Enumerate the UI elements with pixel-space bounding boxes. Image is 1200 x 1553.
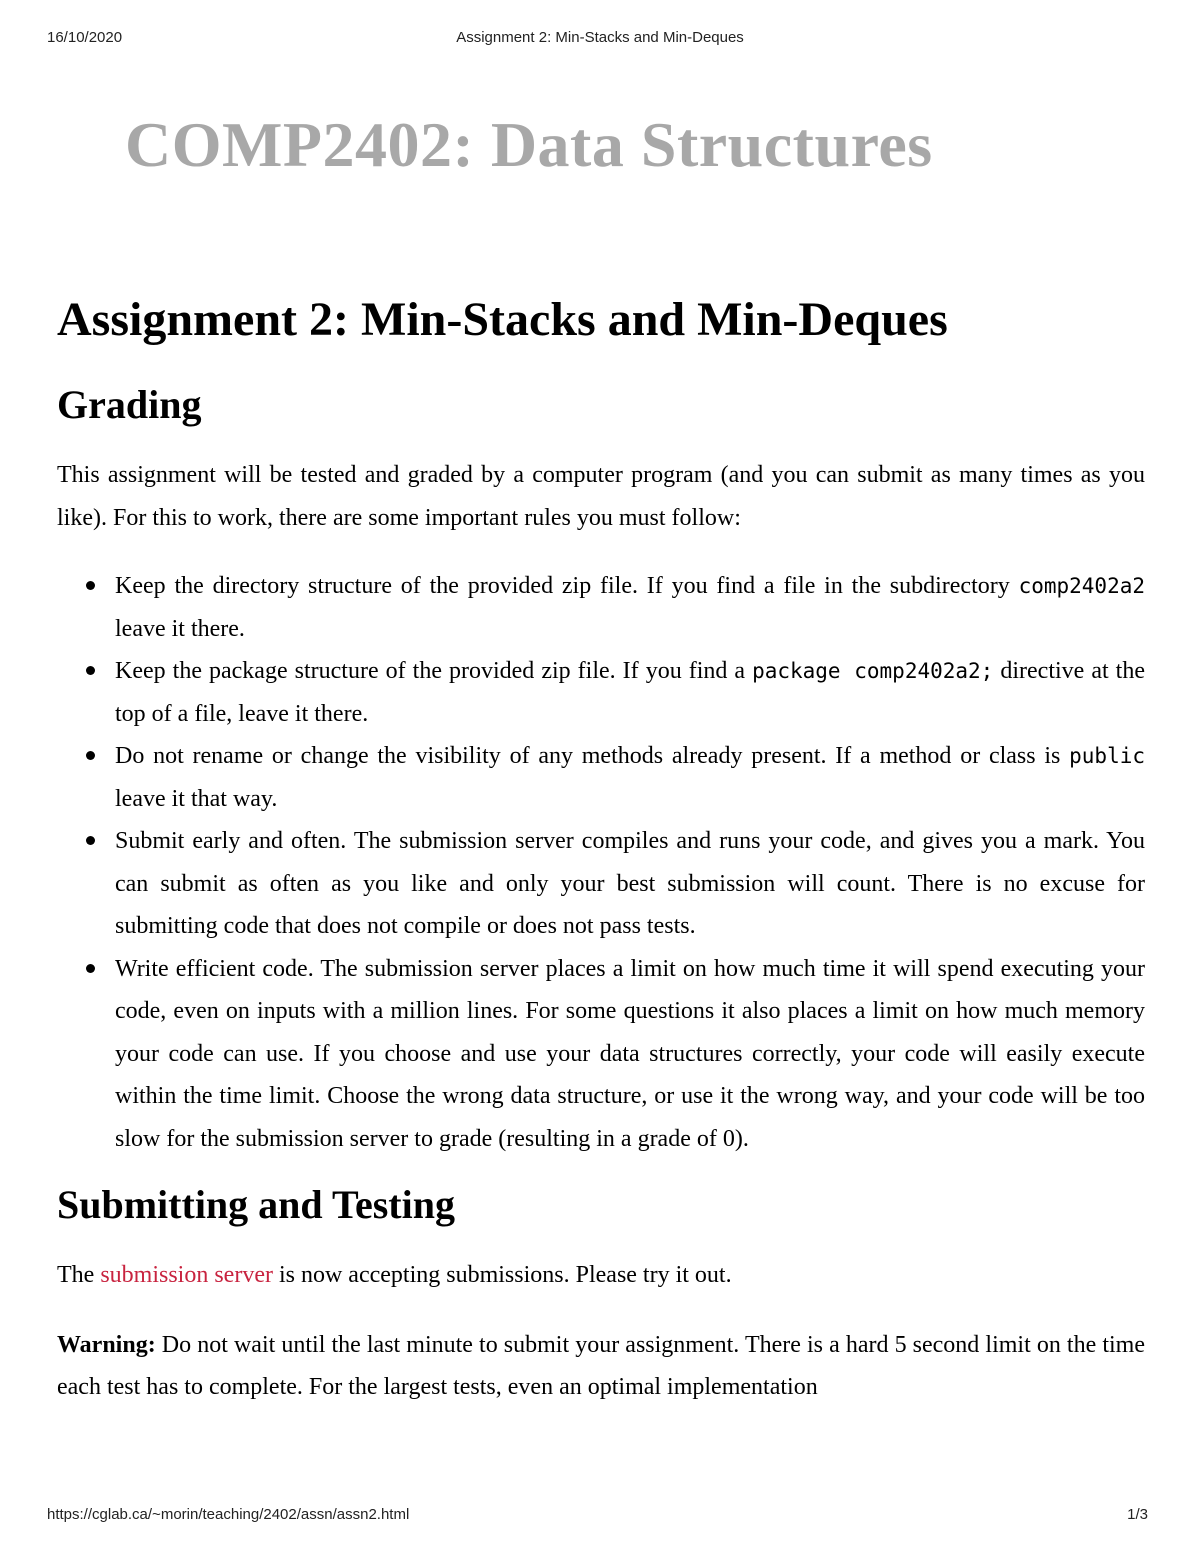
print-footer (0, 1506, 1200, 1526)
list-item: Write efficient code. The submission server places a limit on how much time it will spend executing your code, even on inputs with a million lines. For some questions it also places a limit on how much memory your code can use. If you choose and use your data structures correctly, your code will easily execute within the time limit. Choose the wrong data structure, or use it the wrong way, and your code will be too slow for the submission server to grade (resulting in a grade of 0). (115, 948, 1145, 1161)
submitting-heading: Submitting and Testing (57, 1182, 455, 1227)
list-item: Submit early and often. The submission server compiles and runs your code, and gives you a mark. You can submit as often as you like and only your best submission will count. There is no excuse for submitting code that does not compile or does not pass tests. (115, 820, 1145, 948)
server-text: The (57, 1262, 101, 1288)
inline-code: comp2402a2 (1018, 574, 1145, 598)
warning-text: Do not wait until the last minute to submit your assignment. There is a hard 5 second limit on the time each test has to complete. For the largest tests, even an optimal implementation (57, 1331, 1145, 1400)
rule-text: Do not rename or change the visibility of any methods already present. If a method or class is (115, 743, 1070, 769)
course-banner: COMP2402: Data Structures (125, 109, 933, 180)
print-url: https://cglab.ca/~morin/teaching/2402/assn/assn2.html (47, 1506, 410, 1523)
print-date: 16/10/2020 (47, 29, 123, 46)
rule-text: Keep the package structure of the provided zip file. If you find a (115, 658, 753, 684)
print-doc-title: Assignment 2: Min-Stacks and Min-Deques (456, 29, 744, 46)
inline-code: public (1069, 744, 1145, 768)
grading-intro: This assignment will be tested and graded by a computer program (and you can submit as many times as you like). For this to work, there are some important rules you must follow: (57, 462, 1145, 531)
rule-text: leave it there. (115, 615, 245, 642)
inline-code: package comp2402a2; (752, 659, 994, 683)
server-text: is now accepting submissions. Please try it out. (272, 1262, 732, 1288)
print-header (0, 29, 1200, 49)
rules-list (57, 565, 1145, 1160)
page-title: Assignment 2: Min-Stacks and Min-Deques (57, 293, 948, 346)
grading-heading: Grading (57, 382, 202, 427)
main-content (57, 290, 1145, 1409)
server-paragraph (57, 1254, 1145, 1297)
list-item (115, 565, 1145, 650)
submission-server-link[interactable]: submission server (100, 1262, 273, 1288)
warning-label: Warning: (57, 1331, 156, 1358)
rule-text: leave it that way. (115, 785, 278, 812)
page-number: 1/3 (1127, 1506, 1148, 1523)
warning-paragraph (57, 1324, 1145, 1409)
rule-text: Keep the directory structure of the provided zip file. If you find a file in the subdirectory (115, 573, 1019, 599)
rule-text: directive at the top of a file, leave it there. (115, 658, 1145, 727)
list-item (115, 650, 1145, 735)
list-item (115, 735, 1145, 820)
